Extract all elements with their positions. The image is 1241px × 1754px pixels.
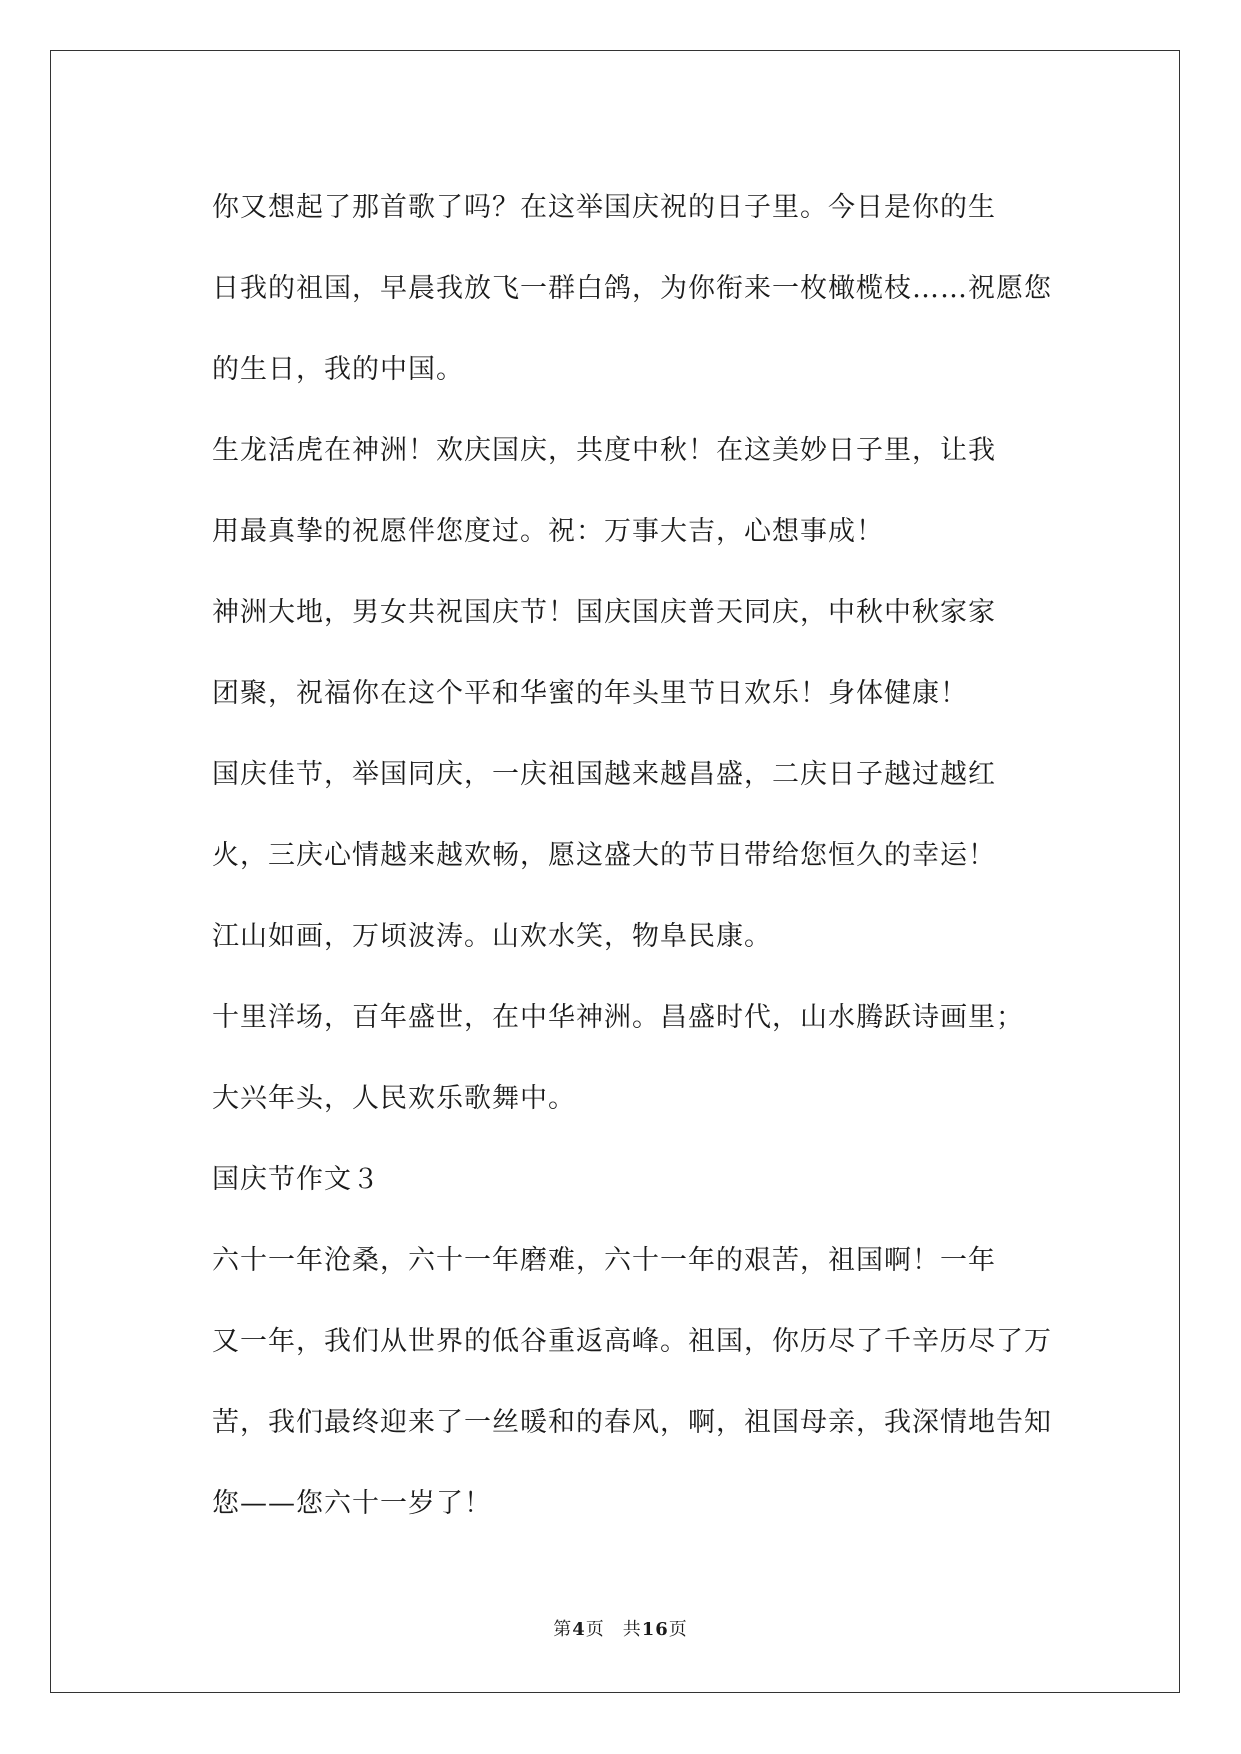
text-line: 国庆佳节，举国同庆，一庆祖国越来越昌盛，二庆日子越过越红 — [212, 759, 996, 790]
text-line: 国庆节作文３ — [212, 1164, 380, 1195]
paragraph-1 — [152, 167, 1084, 410]
text-line: 六十一年沧桑，六十一年磨难，六十一年的艰苦，祖国啊！一年 — [212, 1245, 996, 1276]
text-line: 又一年，我们从世界的低谷重返高峰。祖国，你历尽了千辛历尽了万 — [212, 1326, 1052, 1357]
total-pages: 16 — [641, 1619, 669, 1640]
text-line: 苦，我们最终迎来了一丝暖和的春风，啊，祖国母亲，我深情地告知 — [212, 1407, 1052, 1438]
text-line: 您——您六十一岁了！ — [212, 1488, 492, 1519]
paragraph-6 — [152, 977, 1084, 1139]
paragraph-7 — [152, 1220, 1084, 1544]
page-prefix: 第 — [553, 1619, 573, 1640]
text-line: 大兴年头，人民欢乐歌舞中。 — [212, 1083, 576, 1114]
section-heading — [152, 1139, 1084, 1220]
paragraph-3 — [152, 572, 1084, 734]
total-suffix: 页 — [668, 1619, 688, 1640]
text-line: 火，三庆心情越来越欢畅，愿这盛大的节日带给您恒久的幸运！ — [212, 840, 996, 871]
paragraph-2 — [152, 410, 1084, 572]
text-line: 的生日，我的中国。 — [212, 354, 464, 385]
text-line: 你又想起了那首歌了吗？在这举国庆祝的日子里。今日是你的生 — [212, 192, 996, 223]
paragraph-4 — [152, 734, 1084, 896]
text-line: 团聚，祝福你在这个平和华蜜的年头里节日欢乐！身体健康！ — [212, 678, 968, 709]
text-line: 十里洋场，百年盛世，在中华神洲。昌盛时代，山水腾跃诗画里； — [212, 1002, 1024, 1033]
document-body — [152, 167, 1084, 1544]
paragraph-5 — [152, 896, 1084, 977]
text-line: 生龙活虎在神洲！欢庆国庆，共度中秋！在这美妙日子里，让我 — [212, 435, 996, 466]
text-line: 神洲大地，男女共祝国庆节！国庆国庆普天同庆，中秋中秋家家 — [212, 597, 996, 628]
page-number: 4 — [572, 1619, 586, 1640]
text-line: 日我的祖国，早晨我放飞一群白鸽，为你衔来一枚橄榄枝……祝愿您 — [212, 273, 1052, 304]
text-line: 用最真挚的祝愿伴您度过。祝：万事大吉，心想事成！ — [212, 516, 884, 547]
text-line: 江山如画，万顷波涛。山欢水笑，物阜民康。 — [212, 921, 772, 952]
page-footer — [0, 1615, 1241, 1641]
page-suffix: 页 — [585, 1619, 605, 1640]
total-prefix: 共 — [622, 1619, 642, 1640]
